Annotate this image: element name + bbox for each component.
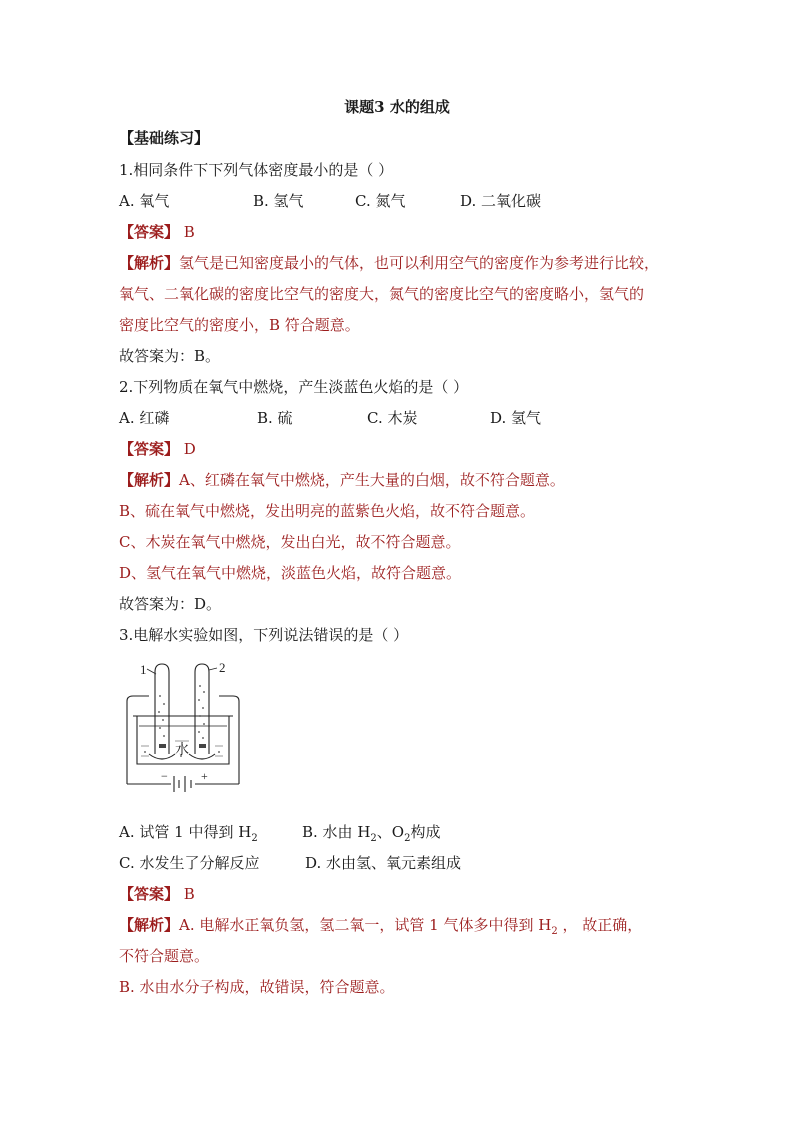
analysis-tag: 【解析】 xyxy=(119,471,180,489)
q3-answer xyxy=(119,884,195,904)
analysis-tag: 【解析】 xyxy=(119,254,180,272)
water-label: 水 xyxy=(175,742,189,758)
q2-option-b: B. 硫 xyxy=(257,409,293,427)
q3-option-d: D. 水由氢、氧元素组成 xyxy=(305,854,462,872)
q2-stem: 2.下列物质在氧气中燃烧，产生淡蓝色火焰的是（ ） xyxy=(119,378,469,396)
tube-1-label: 1 xyxy=(140,662,147,677)
subscript: 2 xyxy=(404,833,411,844)
q1-analysis-line-3: 密度比空气的密度小，B 符合题意。 xyxy=(119,316,360,334)
tube-2-label: 2 xyxy=(219,660,226,675)
answer-tag: 【答案】 xyxy=(119,440,180,458)
q2-analysis-line-3: C、木炭在氧气中燃烧，发出白光，故不符合题意。 xyxy=(119,533,461,551)
positive-terminal-label: + xyxy=(201,769,208,783)
subscript: 2 xyxy=(251,833,258,844)
q1-analysis-line-1 xyxy=(119,253,659,273)
analysis-text: 氢气是已知密度最小的气体，也可以利用空气的密度作为参考进行比较， xyxy=(179,254,660,272)
q1-conclusion: 故答案为：B。 xyxy=(119,347,221,365)
q2-option-a: A. 红磷 xyxy=(119,409,170,427)
q3-option-a xyxy=(119,822,258,849)
negative-terminal-label: − xyxy=(161,769,168,783)
q2-analysis-line-4: D、氢气在氧气中燃烧，淡蓝色火焰，故符合题意。 xyxy=(119,564,462,582)
answer-value: B xyxy=(183,885,195,903)
q3-option-b xyxy=(302,822,441,849)
q3-option-c: C. 水发生了分解反应 xyxy=(119,854,260,872)
subscript: 2 xyxy=(370,833,377,844)
q2-answer xyxy=(119,439,196,459)
q1-answer xyxy=(119,222,195,242)
q1-analysis-line-2: 氧气、二氧化碳的密度比空气的密度大，氮气的密度比空气的密度略小，氢气的 xyxy=(119,285,645,303)
q1-stem: 1.相同条件下下列气体密度最小的是（ ） xyxy=(119,161,394,179)
option-b-end: 构成 xyxy=(410,823,441,841)
q2-option-c: C. 木炭 xyxy=(367,409,418,427)
q3-analysis-line-3: B. 水由水分子构成，故错误，符合题意。 xyxy=(119,978,395,996)
answer-tag: 【答案】 xyxy=(119,223,180,241)
section-heading: 【基础练习】 xyxy=(119,129,210,147)
analysis-text: A、红磷在氧气中燃烧，产生大量的白烟，故不符合题意。 xyxy=(179,471,565,489)
answer-tag: 【答案】 xyxy=(119,885,180,903)
q1-option-d: D. 二氧化碳 xyxy=(460,192,542,210)
option-b-mid: 、O xyxy=(376,823,405,841)
q1-option-a: A. 氧气 xyxy=(119,192,170,210)
q3-analysis-line-2: 不符合题意。 xyxy=(119,947,210,965)
option-a-text: A. 试管 1 中得到 H xyxy=(119,823,252,841)
answer-value: D xyxy=(183,440,196,458)
option-b-text: B. 水由 H xyxy=(302,823,371,841)
q2-analysis-line-2: B、硫在氧气中燃烧，发出明亮的蓝紫色火焰，故不符合题意。 xyxy=(119,502,536,520)
q2-analysis-line-1 xyxy=(119,470,565,490)
q1-option-b: B. 氢气 xyxy=(253,192,304,210)
analysis-text: A. 电解水正氧负氢，氢二氧一，试管 1 气体多中得到 H xyxy=(179,916,552,934)
analysis-tag: 【解析】 xyxy=(119,916,180,934)
analysis-text-end: ， 故正确， xyxy=(557,916,643,934)
q3-analysis-line-1 xyxy=(119,915,642,942)
subscript: 2 xyxy=(551,926,558,937)
q2-option-d: D. 氢气 xyxy=(490,409,542,427)
q2-conclusion: 故答案为：D。 xyxy=(119,595,222,613)
answer-value: B xyxy=(183,223,195,241)
page-title: 课题3 水的组成 xyxy=(344,98,450,116)
q1-option-c: C. 氮气 xyxy=(355,192,406,210)
electrolysis-diagram xyxy=(119,656,249,811)
q3-stem: 3.电解水实验如图，下列说法错误的是（ ） xyxy=(119,626,409,644)
